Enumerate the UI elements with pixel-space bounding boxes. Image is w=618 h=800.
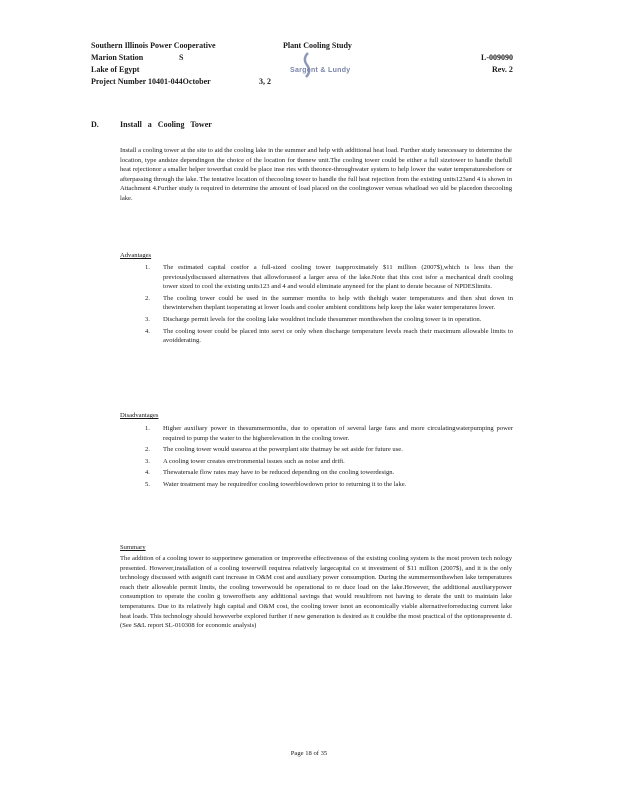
header-company: Southern Illinois Power Cooperative xyxy=(91,41,216,50)
advantage-item: 2. The cooling tower could be used in the summer months to help with thehigh water temperatures and then shut down in thewinterwhen theplant isoperating at lower loads and cooler ambient conditions help keep the lake water temperatures lower. xyxy=(145,294,513,312)
disadvantage-item: 4. Thewatersale flow rates may have to be reduced depending on the cooling towerdesign. xyxy=(145,469,395,477)
header-project-number: Project Number 10401-044October xyxy=(91,77,211,86)
advantage-item: 1. The estimated capital costfor a full-sized cooling tower isapproximately $11 million (2007$),which is less than the previouslydiscussed alternatives that allowforuseof a larger area of the lake.Note that this cost isfor a mechanical draft cooling tower sized to cool the existing units123 and 4 and would eliminate anyneed for the plant to derate because of NPDESlimits. xyxy=(145,264,513,291)
intro-paragraph: Install a cooling tower at the site to aid the cooling lake in the summer and help with additional heat load. Further study isnecessary to determine the location, type andsize dependingon the choice of the location for thenew unit.The cooling tower could be either a full sizetower to handle thefull heat rejectionor a smaller helper towerthat could be place inse ries with theonce-throughwater system to help lower the water temperaturesbefore or afterpassing through the lake. The tentative location of thecooling tower to handle the full heat rejection from the existing units123and 4 is shown in Attachment 4.Further study is required to determine the amount of load placed on the coolingtower versus whatload wo uld be placedon thecooling lake. xyxy=(120,147,512,202)
section-letter: D. xyxy=(91,120,99,129)
disadvantage-item: 1. Higher auxiliary power in thesummermonths, due to operation of several large fans and more circulatingwaterpumping power required to pump the water to the higherelevation in the cooling tower. xyxy=(145,425,513,442)
advantage-item: 4. The cooling tower could be placed into servi ce only when discharge temperature levels reach their maximum allowable limits to avoidderating. xyxy=(145,327,513,345)
header-fragment-s: S xyxy=(179,53,184,62)
header-report-number: L-009090 xyxy=(481,53,513,62)
header-lake: Lake of Egypt xyxy=(91,65,140,74)
header-revision: Rev. 2 xyxy=(492,65,513,74)
header-station: Marion Station xyxy=(91,53,144,62)
advantage-item: 3. Discharge permit levels for the cooling lake wouldnot include thesummer monthswhen the cooling tower is in operation. xyxy=(145,315,482,323)
disadvantages-list xyxy=(145,424,513,492)
disadvantage-item: 3. A cooling tower creates environmental issues such as noise and drift. xyxy=(145,457,345,465)
advantages-heading: Advantages xyxy=(120,252,152,259)
company-logo-text: Sargent & Lundy xyxy=(290,67,351,74)
disadvantage-item: 2. The cooling tower would usearea at the powerplant site thatmay be set aside for future use. xyxy=(145,446,403,454)
page-number: Page 18 of 35 xyxy=(290,750,328,757)
disadvantage-item: 5. Water treatment may be requiredfor cooling towerblowdown prior to returning it to the lake. xyxy=(145,480,407,488)
header-study-title: Plant Cooling Study xyxy=(283,41,352,50)
summary-paragraph: The addition of a cooling tower to supportnew generation or improvethe effectiveness of the existing cooling system is the most proven tech nology presented. However,installation of a cooling towerwill requirea relatively largecapital co st investment of $11 million (2007$), and it is the only technology discussed with asignifi cant increase in O&M cost and auxiliary power consumption. During the summermonthswhen lake temperatures reach their allowable permit limits, the cooling towerwould be operational to re duce load on the lake.However, the additional auxiliarypower consumption to operate the coolin g toweroffsets any additional savings that would resultfrom not having to derate the unit to maintain lake temperatures. Due to its relatively high capital and O&M cost, the cooling tower isnot an economically viable alternativeforreducing current lake heat loads. This technology should howeverbe explored further if new generation is desired as it couldbe the most practical of the optionspresente d. (See S&L report SL-010308 for economic analysis) xyxy=(120,555,512,630)
header-date-fragment: 3, 2 xyxy=(259,77,271,86)
summary-heading: Summary xyxy=(120,544,146,551)
advantages-list xyxy=(145,263,513,348)
section-title: Install a Cooling Tower xyxy=(120,120,212,129)
disadvantages-heading: Disadvantages xyxy=(120,412,159,419)
company-logo-icon xyxy=(302,52,312,78)
